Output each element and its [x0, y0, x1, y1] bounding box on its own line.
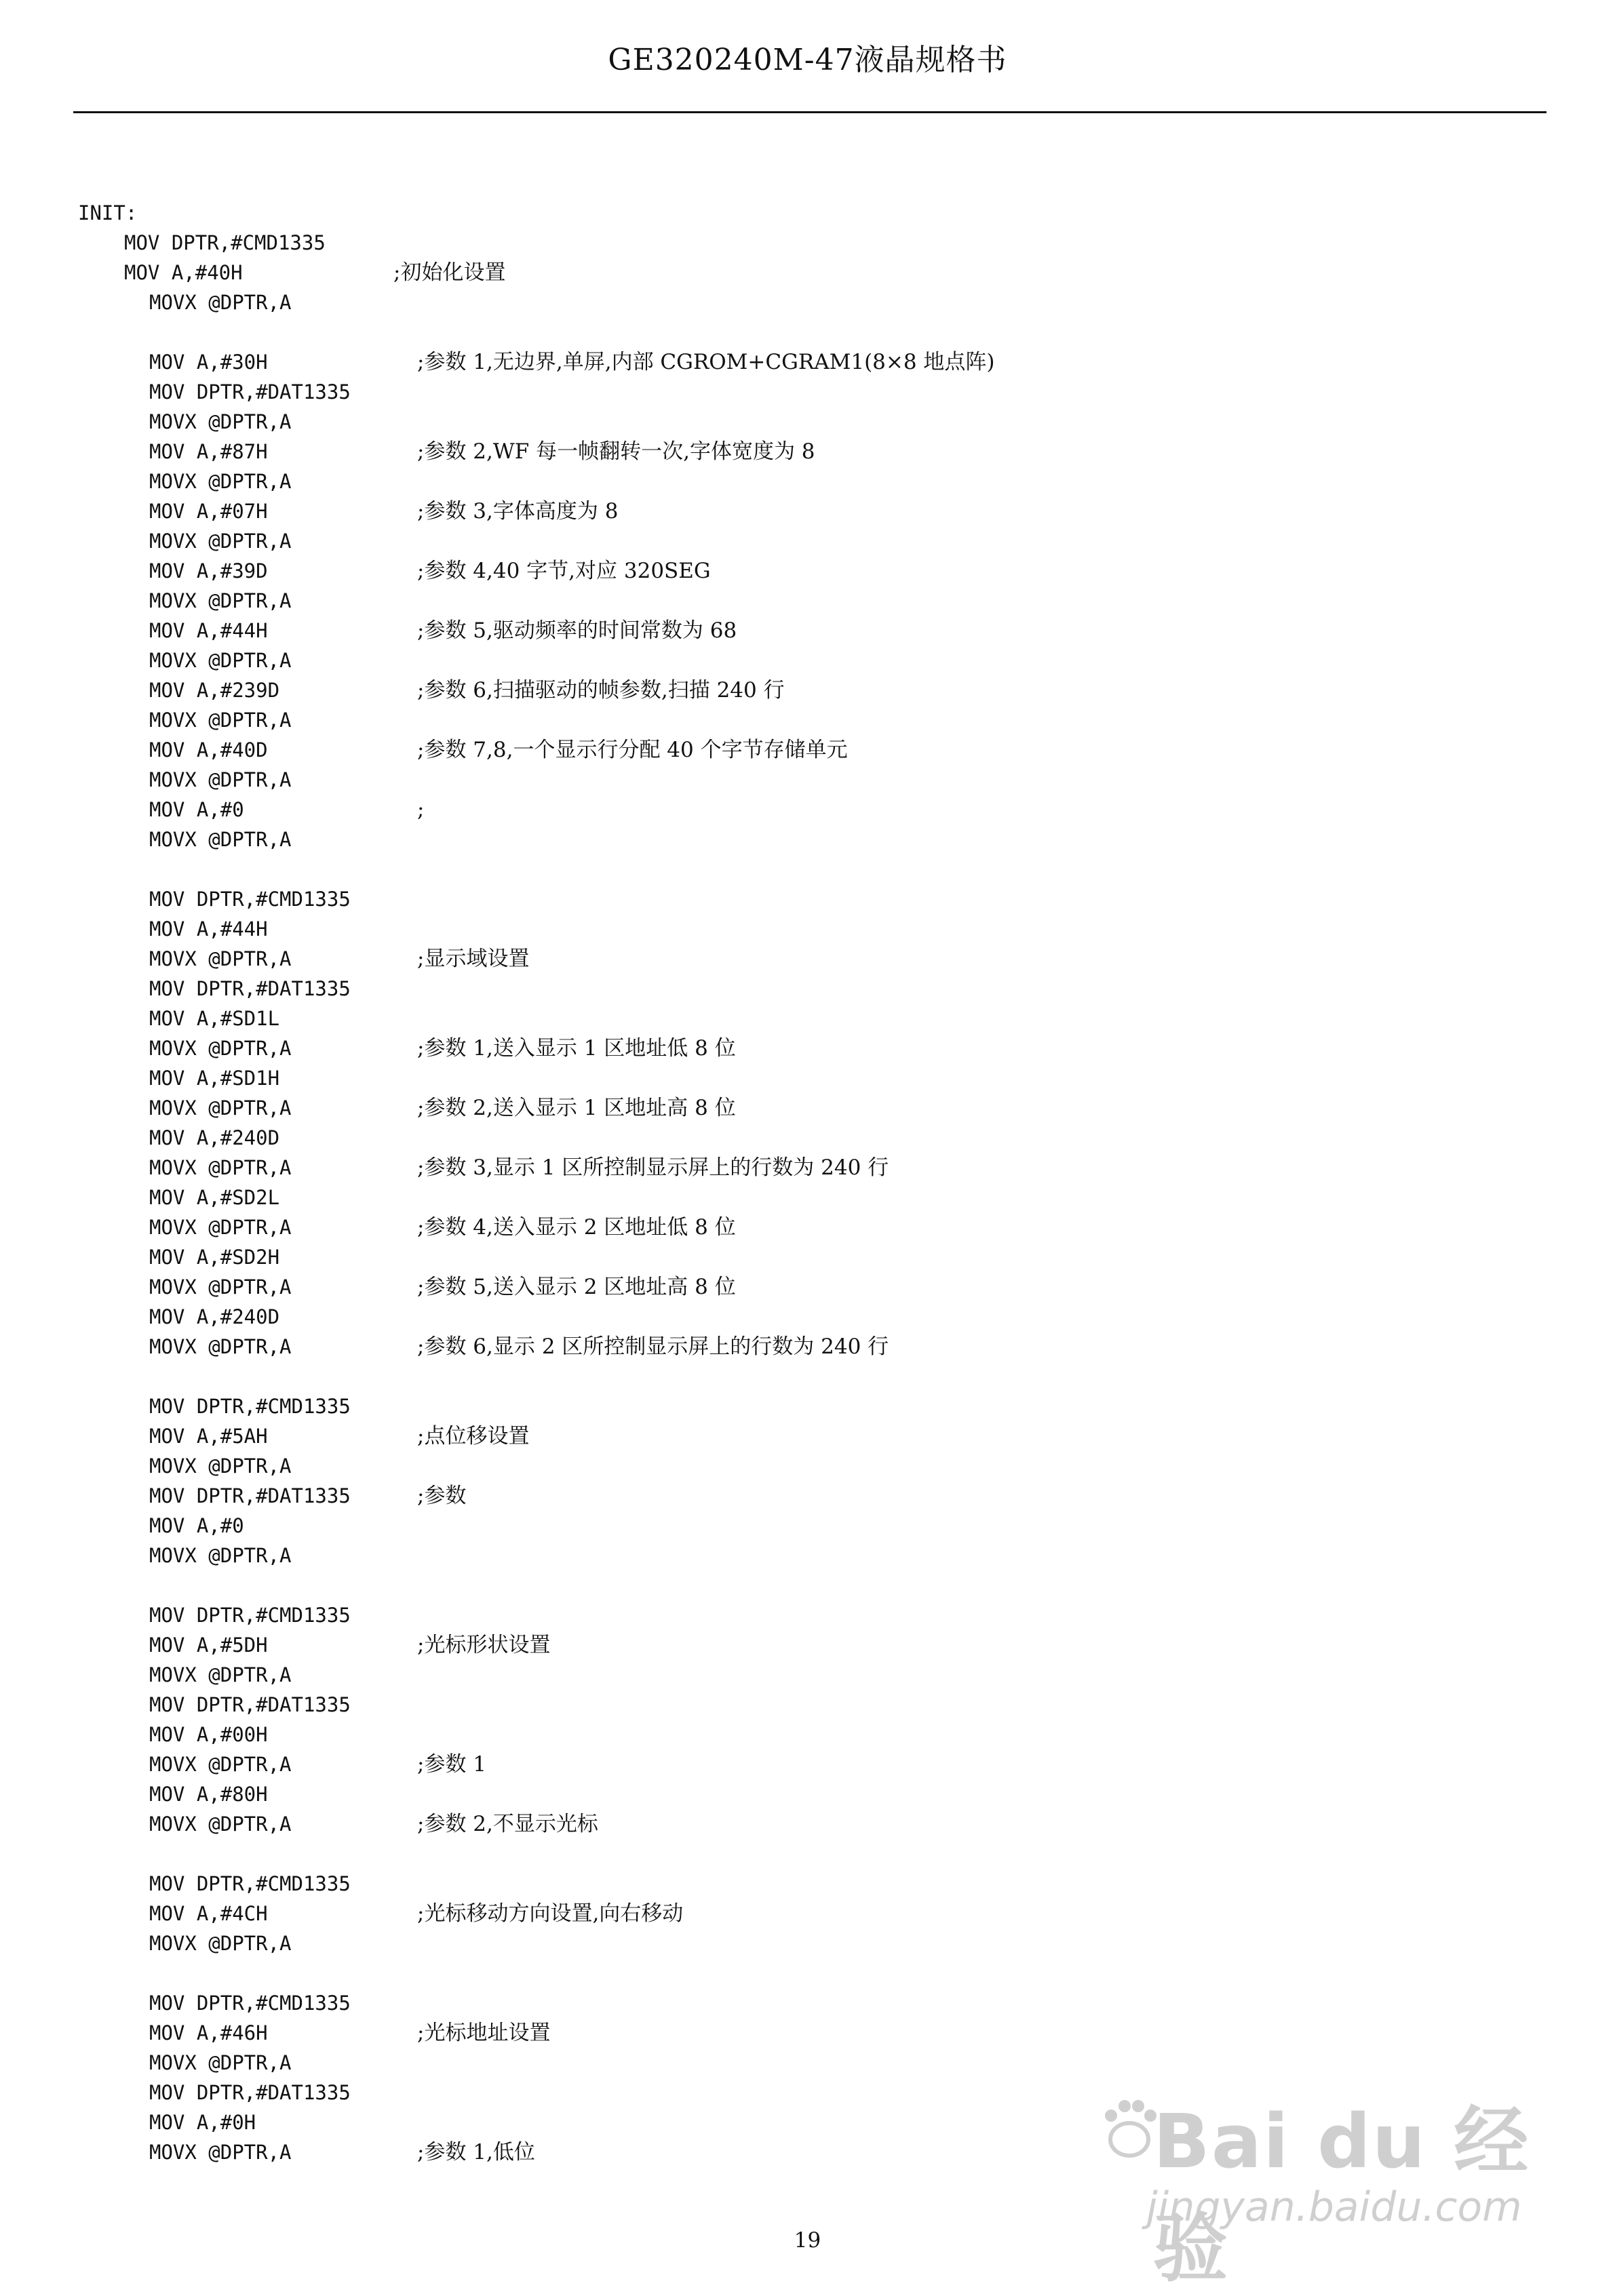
- code-line: [0, 1272, 1615, 1302]
- code-instruction: MOV A,#44H: [149, 917, 268, 941]
- code-instruction: MOV A,#239D: [149, 679, 280, 702]
- code-line: [0, 526, 1615, 556]
- code-instruction: MOV DPTR,#DAT1335: [149, 380, 351, 403]
- code-instruction: MOVX @DPTR,A: [149, 768, 292, 791]
- code-instruction: MOV DPTR,#CMD1335: [149, 1604, 351, 1627]
- code-line: [0, 1451, 1615, 1481]
- code-line: [0, 1869, 1615, 1899]
- code-comment: ;参数 5,送入显示 2 区地址高 8 位: [417, 1275, 736, 1299]
- code-line: [0, 1391, 1615, 1421]
- code-line: [0, 914, 1615, 944]
- code-line: [0, 1600, 1615, 1630]
- code-instruction: MOVX @DPTR,A: [149, 410, 292, 433]
- code-line: [0, 1063, 1615, 1093]
- code-line: [0, 1570, 1615, 1600]
- code-line: [0, 765, 1615, 795]
- code-comment: ;显示域设置: [417, 947, 530, 971]
- code-comment: ;参数 6,扫描驱动的帧参数,扫描 240 行: [417, 678, 785, 702]
- code-listing: [0, 198, 1615, 2167]
- code-line: [0, 586, 1615, 616]
- code-comment: ;参数 1,送入显示 1 区地址低 8 位: [417, 1036, 736, 1061]
- code-instruction: MOVX @DPTR,A: [149, 1156, 292, 1179]
- code-instruction: MOV A,#5DH: [149, 1634, 268, 1657]
- code-line: [0, 1093, 1615, 1123]
- code-line: [0, 1033, 1615, 1063]
- code-line: [0, 1988, 1615, 2018]
- code-line: [0, 1899, 1615, 1928]
- code-instruction: MOVX @DPTR,A: [149, 947, 292, 970]
- code-instruction: MOVX @DPTR,A: [149, 1753, 292, 1776]
- code-line: [0, 646, 1615, 675]
- code-instruction: MOV DPTR,#DAT1335: [149, 1693, 351, 1716]
- code-line: [0, 705, 1615, 735]
- watermark-logo: Bai du 经验: [1153, 2098, 1530, 2292]
- code-line: [0, 437, 1615, 467]
- code-instruction: MOV A,#0: [149, 1514, 244, 1537]
- code-line: [0, 616, 1615, 646]
- code-line: [0, 1720, 1615, 1749]
- code-line: [0, 884, 1615, 914]
- code-comment: ;参数 2,WF 每一帧翻转一次,字体宽度为 8: [417, 439, 815, 464]
- code-comment: ;点位移设置: [417, 1424, 530, 1448]
- code-instruction: MOV A,#240D: [149, 1126, 280, 1149]
- code-line: [0, 854, 1615, 884]
- code-line: [0, 2018, 1615, 2048]
- code-instruction: MOV DPTR,#CMD1335: [149, 1992, 351, 2015]
- code-instruction: MOV A,#SD2H: [149, 1246, 280, 1269]
- code-line: [0, 288, 1615, 317]
- document-header-title: GE320240M-47液晶规格书: [608, 43, 1007, 77]
- code-comment: ;参数 3,显示 1 区所控制显示屏上的行数为 240 行: [417, 1155, 889, 1180]
- code-instruction: MOVX @DPTR,A: [149, 1275, 292, 1299]
- code-comment: ;光标地址设置: [417, 2021, 551, 2045]
- code-instruction: MOV A,#39D: [149, 559, 268, 582]
- code-instruction: MOVX @DPTR,A: [149, 1037, 292, 1060]
- code-instruction: MOV A,#4CH: [149, 1902, 268, 1925]
- code-line: [0, 377, 1615, 407]
- code-instruction: MOV A,#SD1H: [149, 1067, 280, 1090]
- code-comment: ;参数 1,低位: [417, 2140, 535, 2164]
- code-line: [0, 467, 1615, 496]
- code-instruction: MOV A,#80H: [149, 1783, 268, 1806]
- code-line: [0, 1123, 1615, 1153]
- code-instruction: INIT:: [78, 201, 138, 224]
- code-instruction: MOV DPTR,#CMD1335: [149, 1872, 351, 1895]
- code-instruction: MOVX @DPTR,A: [149, 1663, 292, 1686]
- code-comment: ;参数 1: [417, 1752, 487, 1777]
- code-line: [0, 1302, 1615, 1332]
- code-line: [0, 1511, 1615, 1541]
- code-instruction: MOVX @DPTR,A: [149, 1335, 292, 1358]
- code-comment: ;参数 2,送入显示 1 区地址高 8 位: [417, 1096, 736, 1120]
- code-instruction: MOV DPTR,#DAT1335: [149, 977, 351, 1000]
- code-line: [0, 496, 1615, 526]
- code-line: [0, 1183, 1615, 1212]
- code-instruction: MOV DPTR,#CMD1335: [149, 1395, 351, 1418]
- header-divider: [73, 111, 1546, 113]
- code-comment: ;参数 1,无边界,单屏,内部 CGROM+CGRAM1(8×8 地点阵): [417, 350, 995, 374]
- code-instruction: MOV A,#44H: [149, 619, 268, 642]
- code-comment: ;参数 4,送入显示 2 区地址低 8 位: [417, 1215, 736, 1240]
- code-instruction: MOVX @DPTR,A: [149, 649, 292, 672]
- code-instruction: MOV A,#0: [149, 798, 244, 821]
- code-line: [0, 1004, 1615, 1033]
- code-line: [0, 1928, 1615, 1958]
- code-line: [0, 735, 1615, 765]
- code-line: [0, 1839, 1615, 1869]
- code-line: [0, 1153, 1615, 1183]
- code-comment: ;初始化设置: [393, 260, 506, 285]
- code-line: [0, 795, 1615, 825]
- code-line: [0, 1212, 1615, 1242]
- code-instruction: MOV A,#5AH: [149, 1425, 268, 1448]
- code-line: [0, 1242, 1615, 1272]
- code-line: [0, 407, 1615, 437]
- code-instruction: MOVX @DPTR,A: [149, 1454, 292, 1478]
- code-instruction: MOV DPTR,#DAT1335: [149, 1484, 351, 1507]
- code-line: [0, 974, 1615, 1004]
- code-instruction: MOVX @DPTR,A: [149, 470, 292, 493]
- watermark: [1099, 2082, 1574, 2292]
- code-instruction: MOVX @DPTR,A: [149, 291, 292, 314]
- code-instruction: MOV A,#40H: [124, 261, 243, 284]
- code-line: [0, 825, 1615, 854]
- code-line: [0, 2048, 1615, 2078]
- code-instruction: MOV A,#07H: [149, 500, 268, 523]
- code-instruction: MOV A,#87H: [149, 440, 268, 463]
- code-instruction: MOV A,#SD2L: [149, 1186, 280, 1209]
- code-instruction: MOVX @DPTR,A: [149, 1544, 292, 1567]
- code-comment: ;参数 5,驱动频率的时间常数为 68: [417, 618, 737, 643]
- code-line: [0, 347, 1615, 377]
- code-instruction: MOV DPTR,#CMD1335: [124, 231, 326, 254]
- code-instruction: MOV A,#30H: [149, 351, 268, 374]
- code-line: [0, 1809, 1615, 1839]
- code-line: [0, 1660, 1615, 1690]
- code-instruction: MOVX @DPTR,A: [149, 1096, 292, 1120]
- code-instruction: MOV DPTR,#CMD1335: [149, 888, 351, 911]
- code-line: [0, 198, 1615, 228]
- code-line: [0, 1958, 1615, 1988]
- code-instruction: MOVX @DPTR,A: [149, 2051, 292, 2074]
- code-instruction: MOVX @DPTR,A: [149, 1813, 292, 1836]
- code-comment: ;光标形状设置: [417, 1633, 551, 1657]
- code-line: [0, 556, 1615, 586]
- code-instruction: MOVX @DPTR,A: [149, 1932, 292, 1955]
- code-line: [0, 1779, 1615, 1809]
- code-comment: ;: [417, 797, 425, 822]
- code-instruction: MOVX @DPTR,A: [149, 1216, 292, 1239]
- code-instruction: MOVX @DPTR,A: [149, 828, 292, 851]
- code-line: [0, 1421, 1615, 1451]
- page-number: 19: [794, 2228, 821, 2253]
- code-instruction: MOVX @DPTR,A: [149, 709, 292, 732]
- code-line: [0, 317, 1615, 347]
- code-instruction: MOV A,#240D: [149, 1305, 280, 1328]
- code-comment: ;参数 4,40 字节,对应 320SEG: [417, 559, 711, 583]
- code-comment: ;参数 3,字体高度为 8: [417, 499, 619, 523]
- code-instruction: MOV A,#46H: [149, 2021, 268, 2044]
- watermark-url: jingyan.baidu.com: [1146, 2183, 1522, 2231]
- code-instruction: MOV DPTR,#DAT1335: [149, 2081, 351, 2104]
- code-instruction: MOVX @DPTR,A: [149, 2141, 292, 2164]
- code-line: [0, 258, 1615, 288]
- code-comment: ;参数 6,显示 2 区所控制显示屏上的行数为 240 行: [417, 1334, 889, 1359]
- code-line: [0, 1362, 1615, 1391]
- code-comment: ;参数 7,8,一个显示行分配 40 个字节存储单元: [417, 738, 848, 762]
- code-comment: ;参数 2,不显示光标: [417, 1812, 598, 1836]
- code-comment: ;参数: [417, 1484, 467, 1508]
- code-line: [0, 1481, 1615, 1511]
- code-instruction: MOV A,#40D: [149, 738, 268, 761]
- code-line: [0, 1630, 1615, 1660]
- code-line: [0, 1749, 1615, 1779]
- code-instruction: MOV A,#0H: [149, 2111, 256, 2134]
- code-line: [0, 675, 1615, 705]
- code-line: [0, 228, 1615, 258]
- paw-icon: [1099, 2082, 1160, 2170]
- code-line: [0, 1332, 1615, 1362]
- code-line: [0, 1541, 1615, 1570]
- code-instruction: MOV A,#00H: [149, 1723, 268, 1746]
- code-line: [0, 944, 1615, 974]
- code-line: [0, 1690, 1615, 1720]
- code-instruction: MOVX @DPTR,A: [149, 530, 292, 553]
- code-instruction: MOV A,#SD1L: [149, 1007, 280, 1030]
- code-instruction: MOVX @DPTR,A: [149, 589, 292, 612]
- code-comment: ;光标移动方向设置,向右移动: [417, 1901, 684, 1926]
